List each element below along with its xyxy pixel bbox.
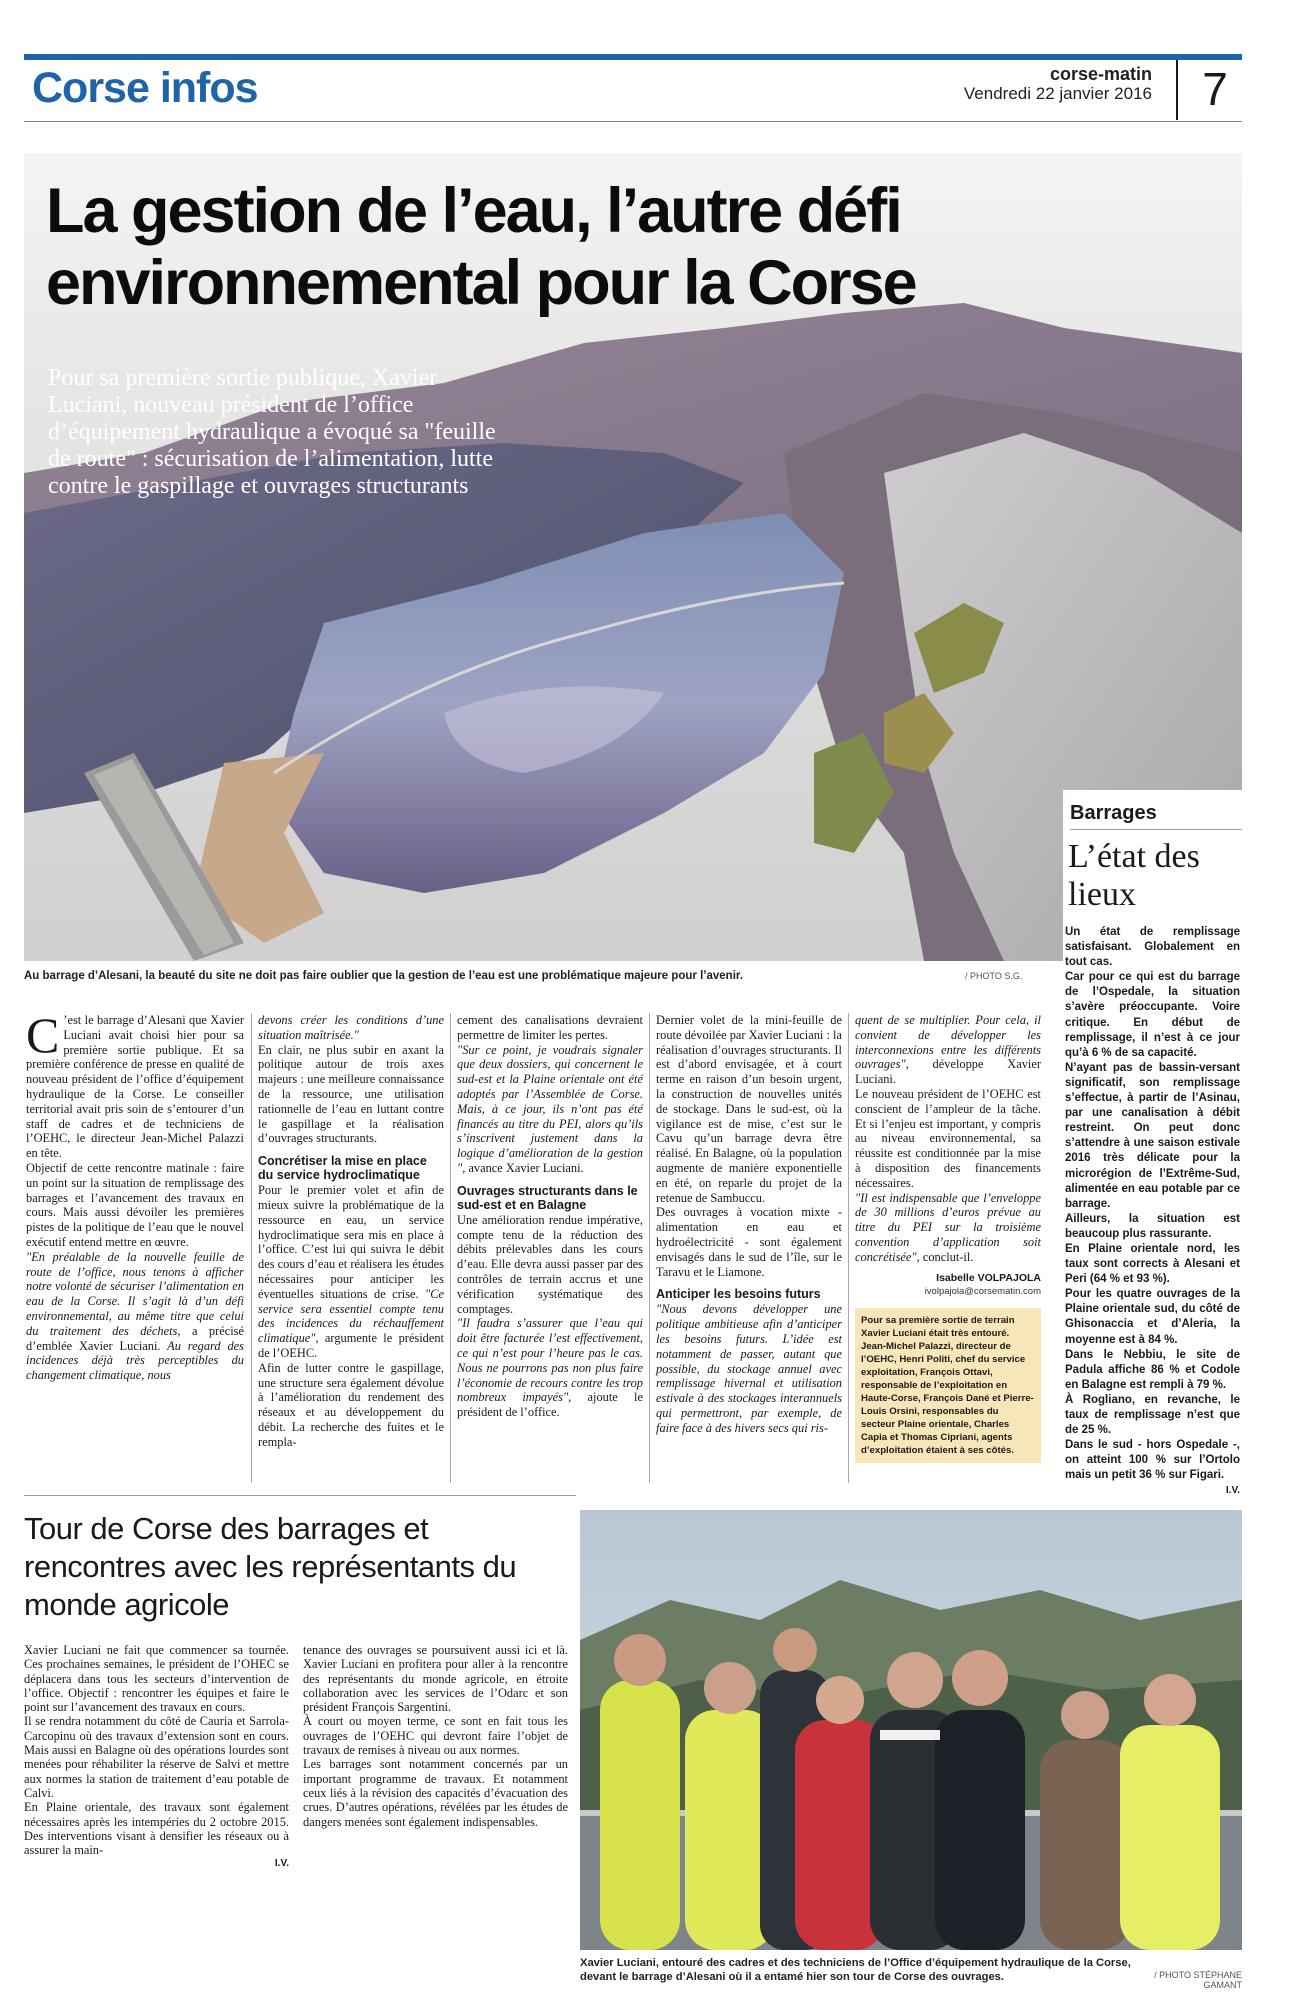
text: argumente le président de l’OEHC. <box>258 1331 444 1360</box>
section-title: Corse infos <box>32 64 258 112</box>
column-rule <box>649 1013 650 1483</box>
quote: "Ce service sera essentiel compte tenu des incidences du réchauffement climatique", <box>258 1286 444 1346</box>
quote: quent de se multiplier. Pour cela, il convient de développer les interconnexions entre les différents ouvrages", <box>855 1013 1041 1072</box>
article-column-1 <box>26 1007 244 1383</box>
sidebar-body <box>1065 925 1240 1499</box>
attribution: a précisé d’emblée Xavier Luciani. <box>26 1323 244 1353</box>
masthead-rule <box>24 121 1242 122</box>
sidebar-paragraph: Pour les quatre ouvrages de la Plaine orientale sud, du côté de Ghisonaccia et d’Aleria, la moyenne est à 84 %. <box>1065 1288 1240 1346</box>
paragraph <box>26 1250 244 1383</box>
photo-caption: Au barrage d’Alesani, la beauté du site ne doit pas faire oublier que la gestion de l’eau est une problématique majeure pour l’avenir. <box>24 970 743 982</box>
sidebar-paragraph: Ailleurs, la situation est beaucoup plus rassurante. <box>1065 1212 1240 1240</box>
paragraph <box>457 1043 643 1176</box>
group-photo-caption: Xavier Luciani, entouré des cadres et des techniciens de l’Office d’équipement hydraulique de la Corse, devant le barrage d’Alesani où il a entamé hier son tour de Corse des ouvrages. <box>580 1957 1131 1983</box>
subheading: Concrétiser la mise en place du service hydroclimatique <box>258 1154 427 1183</box>
quote: Au regard des incidences déjà très perceptibles du changement climatique, nous <box>26 1338 244 1383</box>
masthead-divider <box>1176 60 1178 120</box>
subheading: Anticiper les besoins futurs <box>656 1287 821 1302</box>
secondary-column-1 <box>24 1643 289 1872</box>
paragraph <box>258 1013 444 1043</box>
paragraph: Dernier volet de la mini-feuille de route dévoilée par Xavier Luciani : la réalisation d’ouvrages structurants. Il est d’abord envisagée, et à court terme en raison d’un besoin urgent, la construction de nouvelles unités de stockage. Dans le sud-est, où la vigilance est de mise, c’est sur le Cavu qu’un barrage devra être réalisé. En Balagne, où la population augmente de manière exponentielle en été, on reparle du projet de la retenue de Sambuccu. <box>656 1013 842 1205</box>
article-column-3 <box>457 1013 643 1420</box>
subheading: Ouvrages structurants dans le sud-est et en Balagne <box>457 1183 638 1212</box>
drop-cap: C <box>26 1007 60 1063</box>
author-email[interactable]: ivolpajola@corsematin.com <box>924 1286 1041 1298</box>
text: développe Xavier Luciani. <box>855 1057 1041 1087</box>
paragraph: Une amélioration rendue impérative, compte tenu de la réduction des débits prélevables dans les cours d’eau. Elle devra aussi passer par des contrôles de terrain accrus et une vérification systématique des comptages. <box>457 1212 643 1316</box>
sidebar-paragraph: Dans le Nebbiu, le site de Padula affiche 86 % et Codole en Balagne est rempli à 79 %. <box>1065 1348 1240 1391</box>
paragraph: ’est le barrage d’Alesani que Xavier Luciani avait choisi hier pour sa première sortie publique. Et sa première conférence de presse en qualité de nouveau président de l’office d’équipement hydraulique de la Corse. Le conseiller territorial avait pris soin de s’entourer d’un staff de cadres et de techniciens de l’OEHC, le directeur Jean-Michel Palazzi en tête. <box>26 1013 244 1161</box>
sidebar-kicker: Barrages <box>1070 802 1157 824</box>
sidebar-paragraph: Un état de remplissage satisfaisant. Globalement en tout cas. <box>1065 926 1240 969</box>
quote: "Il faudra s’assurer que l’eau qui doit être facturée l’est effectivement, ce qui n’est pour l’heure pas le cas. Nous ne pourrons pas non plus faire l’économie de recours contre les trop nombreux impayés", <box>457 1316 643 1405</box>
publication-date: Vendredi 22 janvier 2016 <box>963 84 1152 103</box>
paragraph: Il se rendra notamment du côté de Cauria et Sarrola-Carcopinu où des travaux d’extension sont en cours. Mais aussi en Balagne où des opérations lourdes sont menées pour réhabiliter la réserve de Salvi et mettre aux normes la station de traitement d’eau potable de Calvi. <box>24 1714 289 1800</box>
group-photo-image <box>580 1510 1242 1950</box>
paragraph: Xavier Luciani ne fait que commencer sa tournée. Ces prochaines semaines, le président de l’OHEC se déplacera dans tous les secteurs d’intervention de l’office. Objectif : rencontrer les équipes et faire le point sur l’avancement des travaux en cours. <box>24 1643 289 1715</box>
text: ajoute le président de l’office. <box>457 1390 644 1420</box>
article-column-4 <box>656 1013 842 1436</box>
secondary-column-2 <box>303 1643 568 1829</box>
group-photo-credit: / PHOTO STÉPHANE GAMANT <box>1154 1970 1242 1990</box>
quote: "Nous devons développer une politique ambitieuse afin d’anticiper les besoins futurs. L’idée est notamment de passer, autant que possible, du stockage annuel avec remplissage hivernal et utilisation estivale à des stockages interannuels qui permettront, par exemple, de faire face à des hivers secs qui ris- <box>656 1302 842 1435</box>
paragraph <box>656 1302 842 1435</box>
text: Pour le premier volet et afin de mieux suivre la problématique de la ressource en eau, un service hydroclimatique sera mis en place à l’office. C’est lui qui suivra le débit des cours d’eau et réalisera les études nécessaires pour anticiper les éventuelles situations de crise. <box>258 1183 444 1301</box>
secondary-headline: Tour de Corse des barrages et rencontres avec les représentants du monde agricole <box>24 1511 517 1622</box>
sidebar-paragraph: Dans le sud - hors Ospedale -, on atteint 100 % sur l’Ortolo mais un petit 36 % sur Figari. <box>1065 1439 1240 1482</box>
section-rule <box>24 1495 576 1496</box>
column-rule <box>251 1013 252 1483</box>
text: conclut-il. <box>919 1249 974 1264</box>
page-number: 7 <box>1202 63 1228 115</box>
sidebar-kicker-rule <box>1070 829 1242 830</box>
sidebar-paragraph: En Plaine orientale nord, les taux sont corrects à Alesani et Peri (64 % et 93 %). <box>1065 1242 1240 1286</box>
hero-photo <box>24 153 1242 961</box>
paragraph <box>855 1013 1041 1087</box>
paragraph: Le nouveau président de l’OEHC est conscient de l’ampleur de la tâche. Et si l’enjeu est important, y compris au niveau environnemental, sa réussite est conditionnée par la mise à disposition des financements nécessaires. <box>855 1086 1041 1190</box>
headline: La gestion de l’eau, l’autre défi environnemental pour la Corse <box>46 176 916 318</box>
paragraph <box>855 1191 1041 1265</box>
masthead-bar <box>24 54 1242 60</box>
article-column-2 <box>258 1013 444 1450</box>
group-photo <box>580 1510 1242 1950</box>
quote: "Sur ce point, je voudrais signaler que deux dossiers, qui concernent le sud-est et la Plaine orientale ont été adoptés par l’Assemblée de Corse. Mais, à ce jour, ils n’ont pas été financés au titre du PEI, alors qu’ils s’inscrivent justement dans la logique d’amélioration de la gestion ", <box>457 1042 643 1175</box>
author-signature: Isabelle VOLPAJOLA <box>936 1271 1041 1284</box>
paragraph <box>457 1316 643 1420</box>
photo-credit: / PHOTO S.G. <box>965 971 1023 981</box>
deck: Pour sa première sortie publique, Xavier Luciani, nouveau président de l’office d’équipement hydraulique a évoqué sa "feuille de route" : sécurisation de l’alimentation, lutte contre le gaspillage et ouvrages structurants <box>48 365 496 499</box>
quote: devons créer les conditions d’une situation maîtrisée." <box>258 1013 444 1042</box>
paragraph <box>258 1183 444 1361</box>
sidebar-paragraph: N’ayant pas de bassin-versant significatif, son remplissage s’effectue, à partir de l’Asinau, par une canalisation à débit restreint. On peut donc s’attendre à une saison estivale 2016 très délicate pour la microrégion de l’Extrême-Sud, alimentée en eau potable par ce barrage. <box>1065 1061 1240 1210</box>
paragraph: En Plaine orientale, des travaux sont également nécessaires après les intempéries du 2 octobre 2015. Des interventions visant à densifier les réseaux ou à assurer la main- <box>24 1800 289 1858</box>
column-rule <box>450 1013 451 1483</box>
info-box: Pour sa première sortie de terrain Xavier Luciani était très entouré. Jean-Michel Palazzi, directeur de l’OEHC, Henri Politi, chef du service exploitation, François Ottavi, responsable de l’exploitation en Haute-Corse, François Dané et Pierre-Louis Orsini, responsables du secteur Plaine orientale, Charles Capia et Thomas Cipriani, agents d’exploitation étaient à ses côtés. <box>855 1308 1041 1463</box>
signature: I.V. <box>274 1858 289 1870</box>
quote: "En préalable de la nouvelle feuille de route de l’office, nous tenons à afficher notre volonté de sécuriser l’alimentation en eau de la Corse. Il s’agit là d’un défi environnemental, au même titre que celui du traitement des déchets, <box>26 1249 244 1338</box>
sidebar-paragraph: À Rogliano, en revanche, le taux de remplissage n’est que de 25 %. <box>1065 1393 1240 1437</box>
paragraph: À court ou moyen terme, ce sont en fait tous les ouvrages de l’OEHC qui devront faire l’objet de travaux de remises à niveau ou aux normes. <box>303 1714 568 1758</box>
article-column-5 <box>855 1013 1041 1463</box>
sidebar-signature: I.V. <box>1225 1485 1240 1497</box>
paragraph: Les barrages sont notamment concernés par un important programme de travaux. Et notamment ceux liés à la révision des capacités d’évacuation des crues. D’autres opérations, révélées par les études de dangers menées sont également indispensables. <box>303 1757 568 1829</box>
paragraph: Des ouvrages à vocation mixte - alimentation en eau et hydroélectricité - sont également envisagés dans le sud de l’île, sur le Taravu et le Liamone. <box>656 1205 842 1279</box>
paragraph: Objectif de cette rencontre matinale : faire un point sur la situation de remplissage des barrages et l’avancement des travaux en cours. Mais aussi dévoiler les premières pistes de la politique de l’eau que le nouvel exécutif entend mettre en œuvre. <box>26 1160 244 1249</box>
newspaper-brand: corse-matin <box>1049 64 1152 84</box>
paragraph: tenance des ouvrages se poursuivent aussi ici et là. Xavier Luciani en profitera pour aller à la rencontre des représentants du monde agricole, en étroite collaboration avec les services de l’Odarc et son président François Sargentini. <box>303 1643 568 1715</box>
quote: "Il est indispensable que l’enveloppe de 30 millions d’euros prévue au titre du PEI sur la troisième convention d’application soit concrétisée", <box>855 1190 1041 1264</box>
paragraph: En clair, ne plus subir en axant la politique autour de trois axes majeurs : une meilleure connaissance de la ressource, une utilisation rationnelle de l’eau en luttant contre le gaspillage et la réalisation d’ouvrages structurants. <box>258 1042 444 1146</box>
text: avance Xavier Luciani. <box>465 1160 584 1175</box>
sidebar-paragraph: Car pour ce qui est du barrage de l’Ospedale, la situation s’avère préoccupante. Voire critique. En début de remplissage, il n’est à ce jour qu’à 6 % de sa capacité. <box>1065 971 1240 1059</box>
paragraph: Afin de lutter contre le gaspillage, une structure sera également dévolue à l’amélioration du rendement des réseaux et au développement du débit. La recherche des fuites et le rempla- <box>258 1360 444 1449</box>
column-rule <box>848 1013 849 1483</box>
sidebar-title: L’état des lieux <box>1068 838 1200 913</box>
paragraph: cement des canalisations devraient permettre de limiter les pertes. <box>457 1013 643 1042</box>
